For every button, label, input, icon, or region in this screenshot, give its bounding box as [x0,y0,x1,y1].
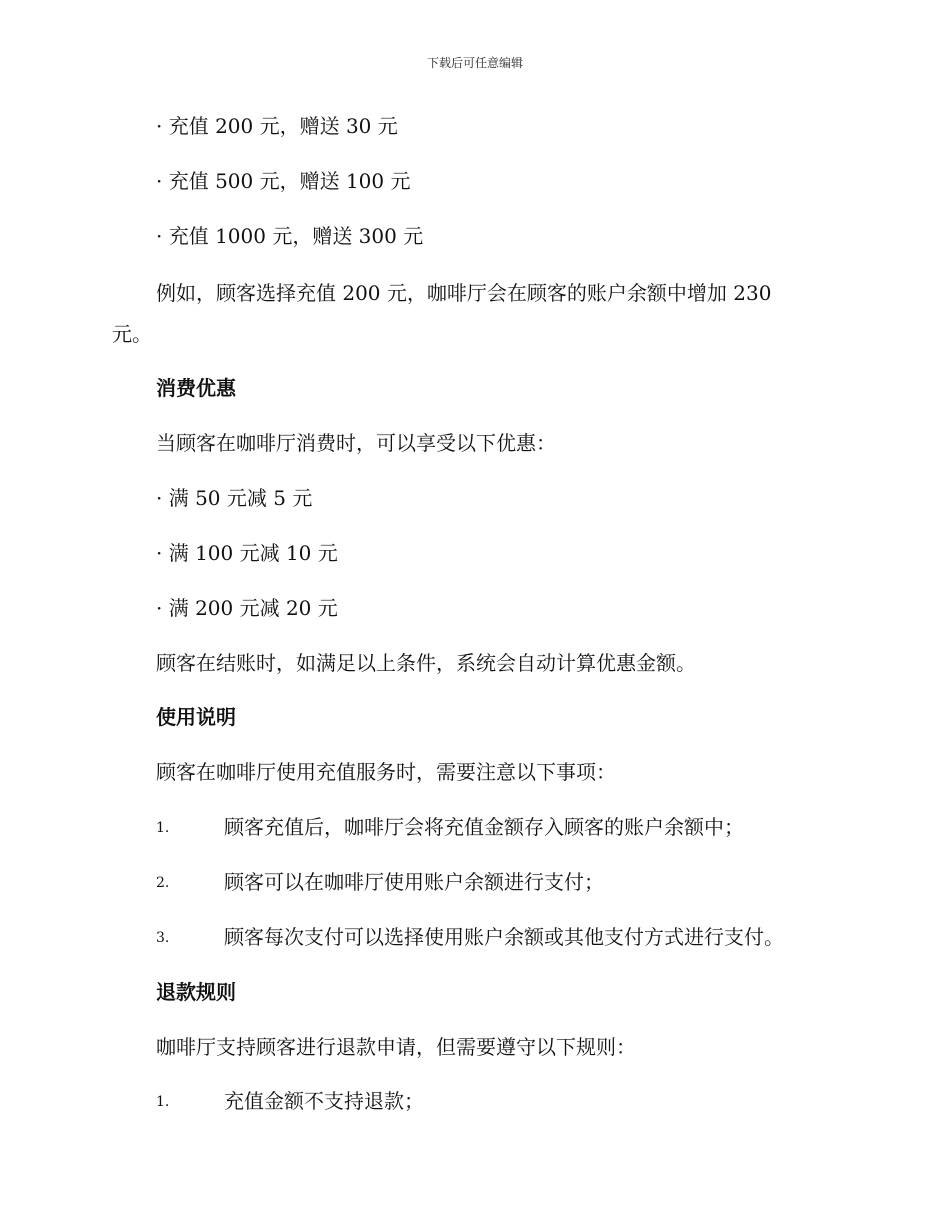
usage-item-1-number: 1. [156,820,170,836]
usage-item-3-number: 3. [156,930,170,946]
usage-item-2-text: 顾客可以在咖啡厅使用账户余额进行支付； [224,870,604,894]
recharge-tier-2: · 充值 500 元，赠送 100 元 [156,169,411,193]
refund-intro: 咖啡厅支持顾客进行退款申请，但需要遵守以下规则： [156,1035,636,1059]
discount-heading: 消费优惠 [156,376,236,400]
usage-intro: 顾客在咖啡厅使用充值服务时，需要注意以下事项： [156,760,616,784]
discount-intro: 当顾客在咖啡厅消费时，可以享受以下优惠： [156,431,556,455]
refund-heading: 退款规则 [156,980,236,1004]
page-header: 下载后可任意编辑 [426,56,523,70]
refund-item-1-text: 充值金额不支持退款； [224,1089,424,1113]
discount-item-3: · 满 200 元减 20 元 [156,596,338,620]
discount-item-1: · 满 50 元减 5 元 [156,486,313,510]
discount-note: 顾客在结账时，如满足以上条件，系统会自动计算优惠金额。 [156,651,696,675]
usage-item-1-text: 顾客充值后，咖啡厅会将充值金额存入顾客的账户余额中； [224,815,744,839]
refund-item-1-number: 1. [156,1094,170,1110]
usage-item-3-text: 顾客每次支付可以选择使用账户余额或其他支付方式进行支付。 [224,925,784,949]
example-line-1: 例如，顾客选择充值 200 元，咖啡厅会在顾客的账户余额中增加 230 [156,281,772,305]
recharge-tier-1: · 充值 200 元，赠送 30 元 [156,114,398,138]
example-line-2: 元。 [112,322,152,346]
recharge-tier-3: · 充值 1000 元，赠送 300 元 [156,224,424,248]
discount-item-2: · 满 100 元减 10 元 [156,541,338,565]
usage-heading: 使用说明 [156,705,236,729]
usage-item-2-number: 2. [156,875,170,891]
